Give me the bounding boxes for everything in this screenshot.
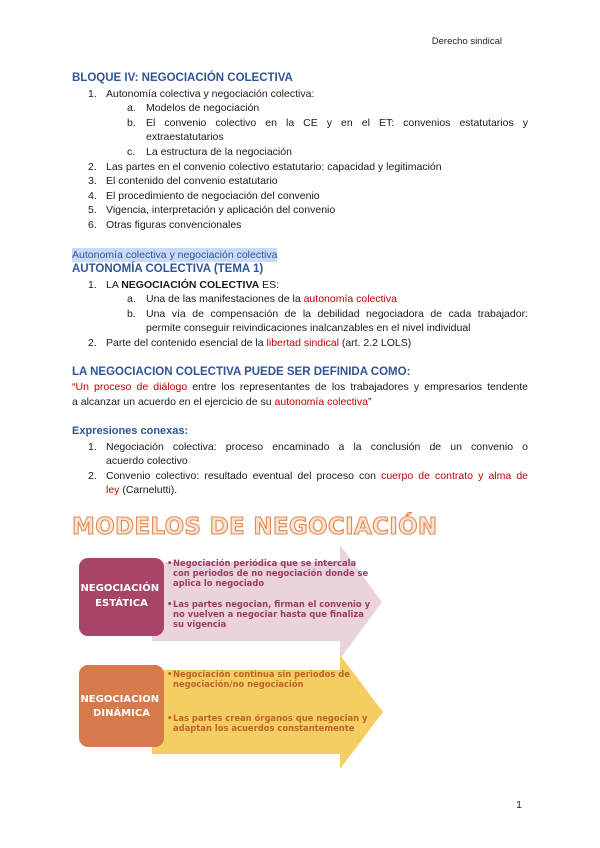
red-term: autonomía colectiva <box>274 396 368 408</box>
section-highlight: Autonomía colectiva y negociación colectiva <box>72 249 278 261</box>
list-num: 1. <box>88 441 97 453</box>
list-num: b. <box>127 117 136 129</box>
text-run: Convenio colectivo: resultado eventual del proceso con <box>106 470 382 482</box>
bold-text: NEGOCIACIÓN COLECTIVA <box>121 279 260 291</box>
dynamic-b1-l2: negociación/no negociación <box>173 679 304 689</box>
list-item: El procedimiento de negociación del convenio <box>106 190 320 202</box>
bullet-marker: • <box>167 558 173 568</box>
list-num: b. <box>127 308 136 320</box>
red-term: libertad sindical <box>266 337 339 349</box>
dynamic-label-line1: NEGOCIACION <box>80 694 160 705</box>
bullet-marker: • <box>167 713 173 723</box>
red-term: cuerpo de contrato y alma de <box>381 470 528 482</box>
bloque-title: BLOQUE IV: NEGOCIACIÓN COLECTIVA <box>72 72 293 84</box>
list-num: 2. <box>88 470 97 482</box>
static-b1-l2: con periodos de no negociación donde se <box>173 568 369 578</box>
list-item: El convenio colectivo en la CE y en el ET: convenios estatutarios y <box>146 117 528 129</box>
list-num: c. <box>127 146 136 158</box>
list-item-continuation: extraestatutarios <box>146 131 224 143</box>
list-num: 1. <box>88 88 97 100</box>
list-num: 4. <box>88 190 97 202</box>
bullet-marker: • <box>167 669 173 679</box>
page-number: 1 <box>516 799 522 811</box>
list-item-continuation: permite conseguir reivindicaciones inalcanzables en el nivel individual <box>146 322 471 334</box>
header-title: Derecho sindical <box>431 36 502 47</box>
expresiones-title: Expresiones conexas: <box>72 425 189 437</box>
list-num: 5. <box>88 204 97 216</box>
dynamic-bullet-2 <box>167 713 370 733</box>
text-run: (art. 2.2 LOLS) <box>338 337 412 349</box>
dynamic-box <box>79 665 164 747</box>
dynamic-b1-l1: Negociación continua sin periodos de <box>173 669 350 679</box>
dynamic-label-line2: DINÁMICA <box>93 708 150 719</box>
list-item-continuation: acuerdo colectivo <box>106 455 188 467</box>
list-num: 2. <box>88 161 97 173</box>
text-run: LA <box>106 279 122 291</box>
list-num: a. <box>127 293 136 305</box>
list-num: a. <box>127 102 136 114</box>
static-b2-l1: Las partes negocian, firman el convenio y <box>173 599 371 609</box>
text-run: Parte del contenido esencial de la <box>106 337 267 349</box>
dynamic-b2-l2: adaptan los acuerdos constantemente <box>173 723 355 733</box>
static-b2-l2: no vuelven a negociar hasta que finaliza <box>173 609 364 619</box>
static-b1-l3: aplica lo negociado <box>173 578 265 588</box>
static-b1-l1: Negociación periódica que se intercala <box>173 558 357 568</box>
static-label-line1: NEGOCIACIÓN <box>80 583 160 594</box>
list-item: Autonomía colectiva y negociación colectiva: <box>106 88 315 100</box>
list-item: Otras figuras convencionales <box>106 219 242 231</box>
bullet-marker: • <box>167 599 173 609</box>
list-num: 3. <box>88 175 97 187</box>
section-title: AUTONOMÍA COLECTIVA (TEMA 1) <box>72 263 264 275</box>
list-item: Una vía de compensación de la debilidad negociadora de cada trabajador: <box>146 308 528 320</box>
diagram-title: MODELOS DE NEGOCIACIÓN <box>72 514 438 540</box>
red-term: autonomía colectiva <box>303 293 397 305</box>
list-num: 2. <box>88 337 97 349</box>
text-run: (Carnelutti). <box>119 484 178 496</box>
list-item: Negociación colectiva: proceso encaminado a la conclusión de un convenio o <box>106 441 528 453</box>
red-term: “Un proceso de diálogo <box>72 381 188 393</box>
static-b2-l3: su vigencia <box>173 619 227 629</box>
text-run: a alcanzar un acuerdo en el ejercicio de su <box>72 396 275 408</box>
list-item: El contenido del convenio estatutario <box>106 175 278 187</box>
list-item: La estructura de la negociación <box>146 146 292 158</box>
list-num: 6. <box>88 219 97 231</box>
list-num: 1. <box>88 279 97 291</box>
text-run: entre los representantes de los trabajadores y empresarios tendente <box>187 381 528 393</box>
dynamic-b2-l1: Las partes crean órganos que negocian y <box>173 713 368 723</box>
list-item: Las partes en el convenio colectivo estatutario: capacidad y legitimación <box>106 161 442 173</box>
red-term: ley <box>106 484 120 496</box>
text-run: ” <box>367 396 372 408</box>
definition-title: LA NEGOCIACION COLECTIVA PUEDE SER DEFINIDA COMO: <box>72 366 411 378</box>
list-item: Vigencia, interpretación y aplicación del convenio <box>106 204 336 216</box>
list-item: Modelos de negociación <box>146 102 260 114</box>
text-run: ES: <box>259 279 280 291</box>
text-run: Una de las manifestaciones de la <box>146 293 304 305</box>
static-box <box>79 558 164 636</box>
static-label-line2: ESTÁTICA <box>95 598 148 609</box>
